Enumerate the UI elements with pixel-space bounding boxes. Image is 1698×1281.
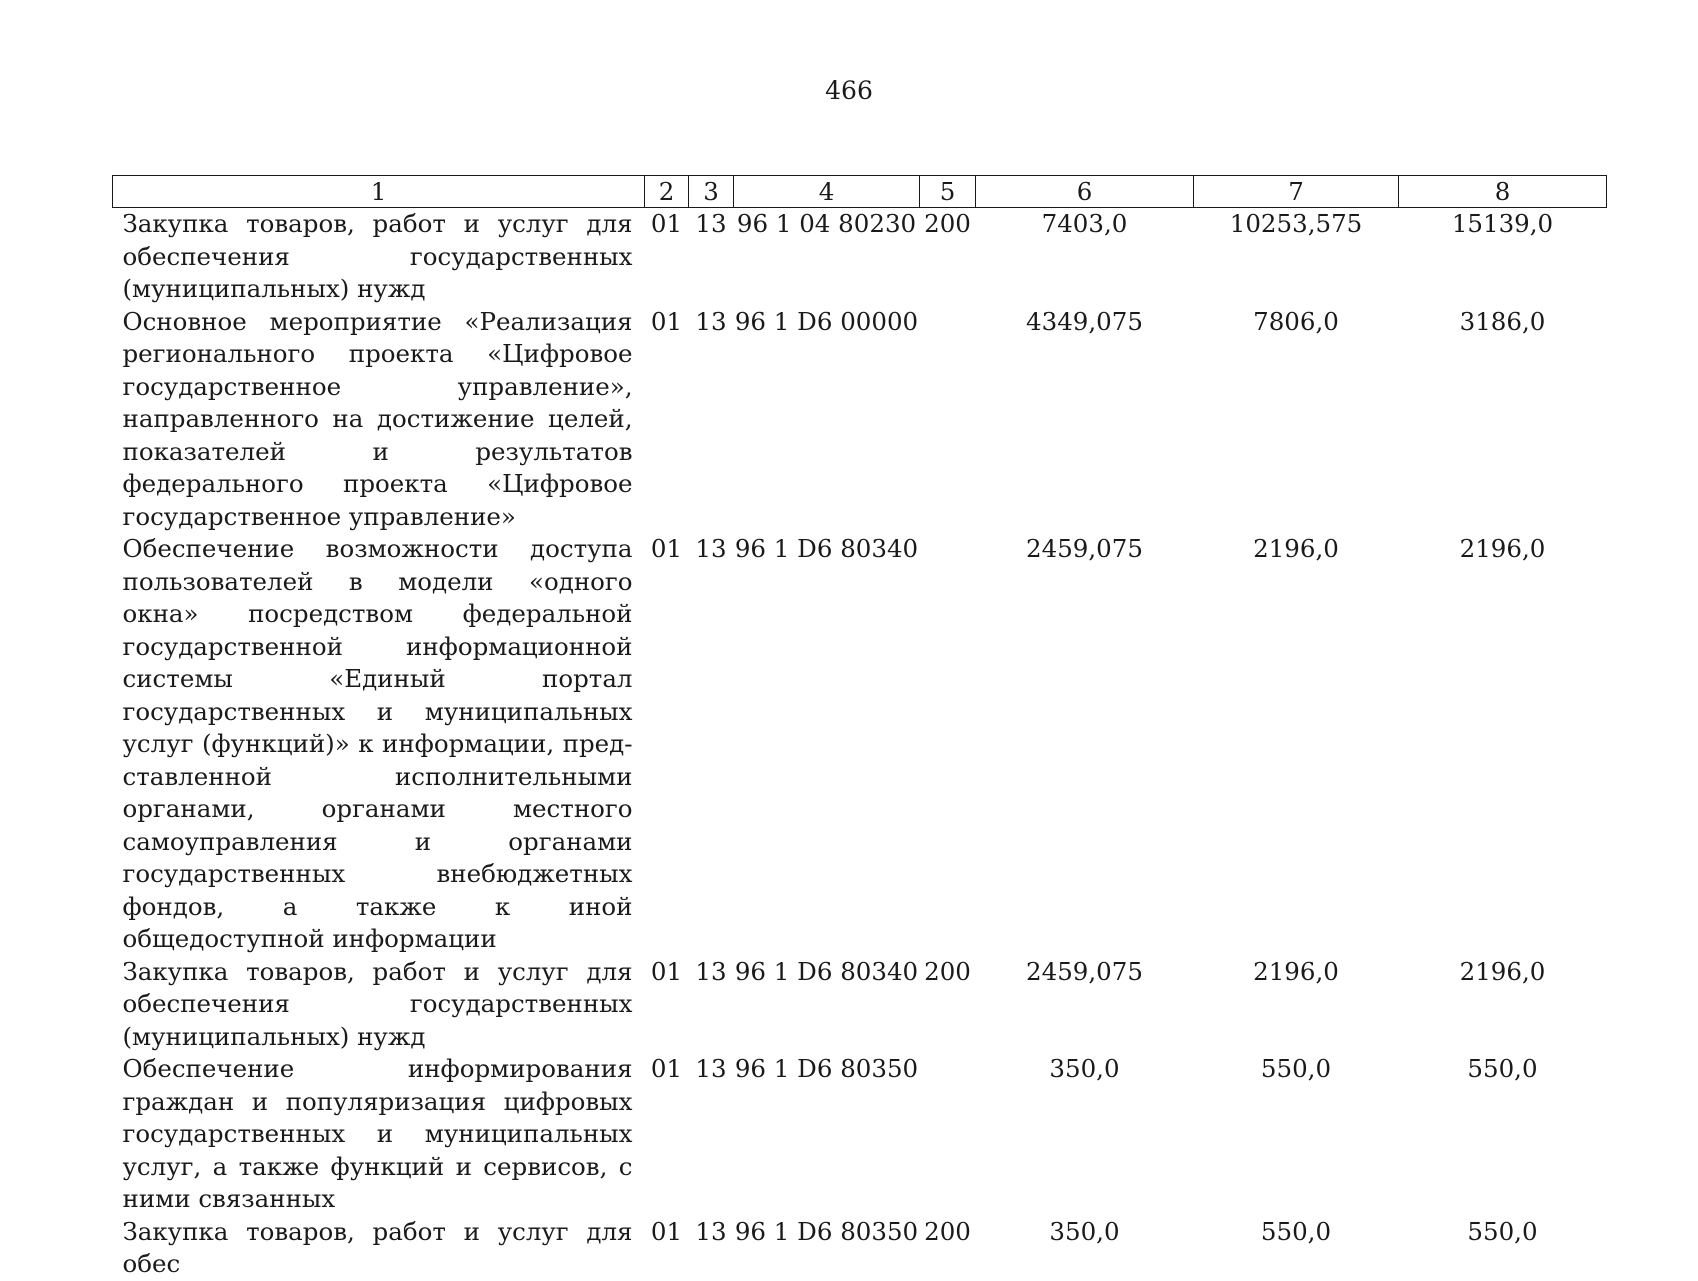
- row-amount-col7: 2196,0: [1253, 534, 1339, 563]
- row-amount-col6: 2459,075: [1026, 956, 1143, 986]
- budget-table: [112, 175, 1607, 1281]
- header-col-3: 3: [689, 176, 734, 208]
- row-amount-col6: 4349,075: [1026, 306, 1143, 336]
- row-expense-type: 200: [924, 209, 971, 238]
- row-expense-type: 200: [924, 956, 971, 986]
- row-section-code: 01: [650, 1054, 683, 1083]
- header-col-2: 2: [645, 176, 689, 208]
- row-amount-col8: 550,0: [1467, 1216, 1538, 1246]
- row-target-article: 96 1 D6 80340: [734, 534, 919, 563]
- row-subsection-code: 13: [695, 209, 727, 238]
- row-description: Обеспечение информирования граждан и популяризация цифровых государственных и муниципальных услуг, а также функций и сервисов, с ними связанных: [122, 1054, 633, 1213]
- row-amount-col6: 2459,075: [1026, 534, 1143, 563]
- header-col-8: 8: [1399, 176, 1607, 208]
- row-section-code: 01: [650, 209, 683, 238]
- header-col-7: 7: [1194, 176, 1399, 208]
- row-target-article: 96 1 D6 00000: [734, 306, 919, 336]
- row-subsection-code: 13: [695, 956, 727, 986]
- row-description: Основное мероприятие «Реализация регионального проекта «Цифровое государственное управление», направленного на достижение целей, показателей и результатов федерального проекта «Цифровое государственное управление»: [122, 306, 633, 531]
- row-description: Обеспечение возможности доступа пользователей в модели «одного окна» посредством федеральной государственной информационной системы «Единый портал государственных и муниципальных услуг (функций)» к информации, представленной исполнительными органами, органами местного самоуправления и органами государственных внебюджетных фондов, а также к иной общедоступной информации: [122, 534, 633, 953]
- row-amount-col6: 350,0: [1049, 1054, 1120, 1083]
- row-amount-col8: 3186,0: [1459, 306, 1546, 336]
- row-description: Закупка товаров, работ и услуг для обеспечения государственных (муниципальных) нужд: [122, 956, 633, 1051]
- row-amount-col8: 550,0: [1467, 1054, 1538, 1083]
- header-col-1: 1: [113, 176, 645, 208]
- row-amount-col6: 350,0: [1049, 1216, 1120, 1246]
- row-section-code: 01: [650, 1216, 683, 1246]
- row-amount-col8: 2196,0: [1459, 956, 1546, 986]
- row-amount-col7: 2196,0: [1253, 956, 1339, 986]
- page-number: 466: [825, 76, 873, 105]
- header-col-4: 4: [734, 176, 920, 208]
- row-subsection-code: 13: [695, 306, 727, 336]
- row-description: Закупка товаров, работ и услуг для обес: [122, 1216, 633, 1278]
- table-row: [113, 306, 1607, 534]
- row-expense-type: [920, 1053, 976, 1216]
- header-col-6: 6: [976, 176, 1194, 208]
- row-section-code: 01: [650, 534, 683, 563]
- row-target-article: 96 1 D6 80350: [734, 1054, 919, 1083]
- row-amount-col8: 2196,0: [1459, 534, 1546, 563]
- row-expense-type: [920, 306, 976, 534]
- row-amount-col6: 7403,0: [1041, 209, 1128, 238]
- row-section-code: 01: [650, 306, 683, 336]
- row-target-article: 96 1 D6 80350: [734, 1216, 919, 1246]
- row-amount-col7: 550,0: [1260, 1054, 1332, 1083]
- table-row: [113, 208, 1607, 306]
- row-description: Закупка товаров, работ и услуг для обеспечения государственных (муниципальных) нужд: [122, 209, 633, 303]
- table-row: [113, 1053, 1607, 1216]
- table-row: [113, 533, 1607, 956]
- row-section-code: 01: [650, 956, 683, 986]
- row-subsection-code: 13: [695, 1216, 727, 1246]
- row-subsection-code: 13: [695, 1054, 727, 1083]
- table-row: [113, 1216, 1607, 1281]
- row-amount-col7: 7806,0: [1253, 306, 1339, 336]
- header-col-5: 5: [920, 176, 976, 208]
- table-row: [113, 956, 1607, 1054]
- table-header-row: [113, 176, 1607, 208]
- row-amount-col7: 550,0: [1260, 1216, 1332, 1246]
- row-expense-type: 200: [924, 1216, 971, 1246]
- row-subsection-code: 13: [695, 534, 727, 563]
- row-expense-type: [920, 533, 976, 956]
- row-target-article: 96 1 D6 80340: [734, 956, 919, 986]
- row-amount-col7: 10253,575: [1229, 209, 1363, 238]
- row-target-article: 96 1 04 80230: [736, 209, 917, 238]
- row-amount-col8: 15139,0: [1451, 209, 1554, 238]
